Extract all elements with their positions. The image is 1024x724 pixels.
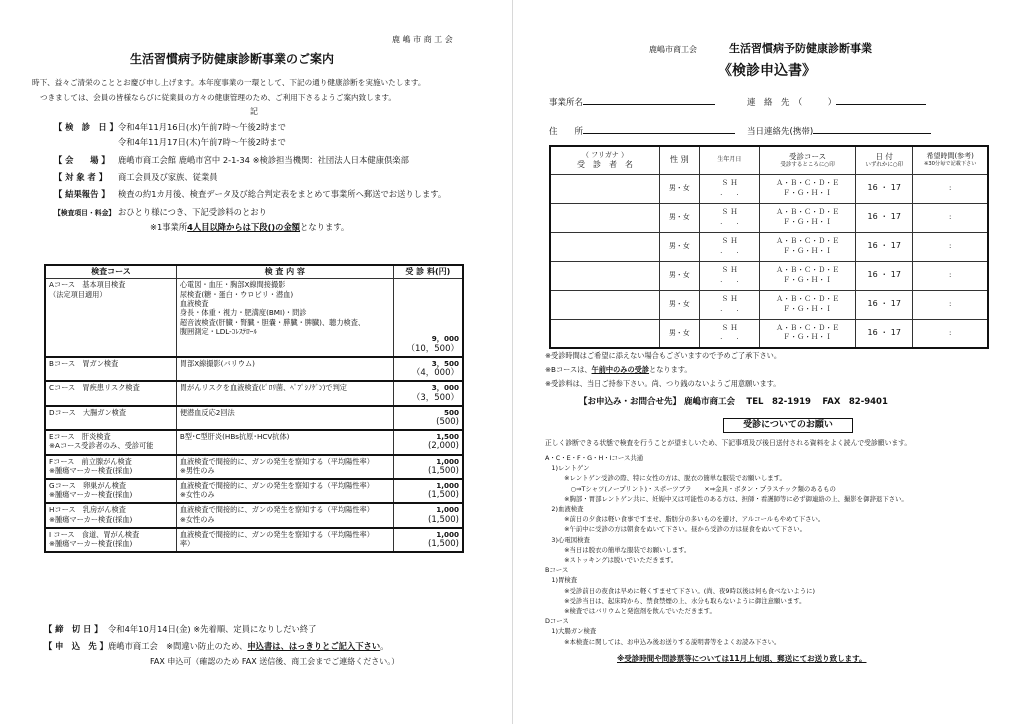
course-fee-cell [393,503,463,527]
time-cell[interactable]: : [913,261,988,290]
birth-dots: . . [720,275,739,284]
notice-item: ○⇒Tシャツ(ノープリント)・スポーツブラ ×⇒金具・ボタン・プラスチック類のあるもの [545,484,836,493]
course-fee: 1,000 [436,505,459,515]
course-fee: 1,500 [436,432,459,442]
time-cell[interactable]: : [913,203,988,232]
header-furigana: （ フリガナ ） [581,150,629,159]
venue-label: 【 会 場 】 [54,155,110,165]
course-content: 血液検査で間接的に、ガンの発生を察知する（平均陽性率） ※女性のみ [176,503,393,527]
notice-item: 2)血液検査 [545,505,584,513]
form-subtitle: 《検診申込書》 [718,63,816,79]
notice-item: 1)大腸ガン検査 [545,627,597,636]
intro-line-1: 時下、益々ご清栄のこととお慶び申し上げます。本年度事業の一環として、下記の通り健康診断を実施いたします。 [32,78,426,87]
venue-row [54,155,409,166]
intro-line-2: つきましては、会員の皆様ならびに従業員の方々の健康管理のため、ご利用下さるようご案内致します。 [40,93,396,102]
applicant-name-cell[interactable] [550,290,660,319]
time-cell[interactable]: : [913,174,988,203]
office-field [549,96,715,109]
applicant-row [550,319,988,348]
header-date-col [856,146,913,174]
birth-dots: . . [720,333,739,342]
day-contact-field [747,125,931,138]
applicant-name-cell[interactable] [550,232,660,261]
notice-item: ※レントゲン受診の際、特に女性の方は、脱衣の簡単な服装でお願いします。 [545,474,786,483]
note-bcourse [545,365,692,374]
target-row [54,172,218,183]
fee-label: 【検査項目・料金】 [54,209,116,217]
apply-label: 【 申 込 先 】 [44,641,108,651]
course-choice-1: Ａ・Ｂ・Ｃ・Ｄ・Ｅ [776,179,840,188]
exam-date-row [54,122,286,133]
address-label: 住 所 [549,127,584,137]
fee-note-emphasis: 4人目以降からは下段()の金額 [187,222,301,232]
date-choice[interactable]: 16 ・ 17 [856,232,913,261]
course-choice-2: Ｆ・Ｇ・Ｈ・Ｉ [783,217,833,226]
header-course-name: 受診コース [789,151,827,161]
header-time-sub: ※30分毎で記載下さい [923,161,977,168]
date-choice[interactable]: 16 ・ 17 [856,319,913,348]
header-content: 検 査 内 容 [176,265,393,279]
course-fee: 1,000 [436,456,459,466]
header-birth: 生年月日 [699,146,759,174]
course-fee-cell [393,357,463,381]
notice-item: 3)心電図検査 [545,535,590,544]
course-content: 胃がんリスクを血液検査(ﾋﾟﾛﾘ菌、ﾍﾟﾌﾟｼﾉｹﾞﾝ)で判定 [176,381,393,405]
application-table-header [550,146,988,174]
office-input-line[interactable] [583,96,715,105]
course-content: 血液検査で間接的に、ガンの発生を察知する（平均陽性率） 率） [176,528,393,552]
course-choice-2: Ｆ・Ｇ・Ｈ・Ｉ [783,246,833,255]
course-row [45,430,463,454]
course-row [45,455,463,479]
notice-item: A・C・E・F・G・H・Iコース共通 [545,454,644,462]
sex-choice[interactable]: 男・女 [660,203,700,232]
course-content: B型･C型肝炎(HBs抗原･HCV抗体) [176,430,393,454]
date-choice[interactable]: 16 ・ 17 [856,174,913,203]
note-time: ※受診時間はご希望に添えない場合もございますので予めご了承下さい。 [545,351,782,360]
date-choice[interactable]: 16 ・ 17 [856,261,913,290]
course-row [45,279,463,357]
course-choice-2: Ｆ・Ｇ・Ｈ・Ｉ [783,333,833,342]
header-date-sub: いずれかに○印 [865,161,904,168]
course-choice[interactable] [760,261,856,290]
contact-field [747,96,926,109]
course-row [45,479,463,503]
header-sex: 性 別 [660,146,700,174]
applicant-row [550,174,988,203]
birth-dots: . . [720,304,739,313]
notice-item: Dコース [545,617,569,626]
notice-intro: 正しく診断できる状態で検査を行うことが望ましいため、下記事項及び後日送付される資料をよく読んで受診願います。 [545,439,912,447]
birth-dots: . . [720,246,739,255]
birth-dots: . . [720,217,739,226]
sex-choice[interactable]: 男・女 [660,319,700,348]
notice-item: ※午前中に受診の方は朝食をぬいて下さい。昼から受診の方は昼食をぬいて下さい。 [545,525,806,534]
form-org: 鹿嶋市商工会 [649,45,697,54]
fee-note [54,222,349,233]
sex-choice[interactable]: 男・女 [660,261,700,290]
course-fee: 500 [443,407,459,417]
course-content: 血液検査で間接的に、ガンの発生を察知する（平均陽性率） ※男性のみ [176,455,393,479]
day-contact-input-line[interactable] [813,125,931,134]
sex-choice[interactable]: 男・女 [660,232,700,261]
applicant-name-cell[interactable] [550,261,660,290]
notice-item: ※受診前日の夜食は早めに軽くすませて下さい。(尚、夜9時以後は何も食べないように) [545,586,816,595]
course-fee-cell [393,381,463,405]
course-fee-discount: (1,500) [428,490,459,501]
course-row [45,406,463,430]
applicant-name-cell[interactable] [550,174,660,203]
org-name: 鹿 嶋 市 商 工 会 [392,35,453,44]
course-fee-cell [393,455,463,479]
form-title: 生活習慣病予防健康診断事業 [729,42,872,55]
note-bcourse-prefix: ※Bコースは、 [545,365,592,374]
course-choice[interactable] [760,232,856,261]
course-choice-1: Ａ・Ｂ・Ｃ・Ｄ・Ｅ [776,237,840,246]
course-content: 便潜血反応2回法 [176,406,393,430]
course-content: 胃部X線撮影(バリウム) [176,357,393,381]
course-name: Bコース 胃ガン検査 [45,357,176,381]
course-row [45,381,463,405]
note-bcourse-emphasis: 午前中のみの受診 [591,365,650,374]
header-name: 受 診 者 名 [577,159,633,169]
notice-item: ※当日は脱衣の簡単な服装でお願いします。 [545,545,691,554]
contact-line: 【お申込み・お問合せ先】 鹿嶋市商工会 TEL 82-1919 FAX 82-9401 [579,397,888,407]
notice-item: ※胸部・胃部レントゲン共に、妊娠中又は可能性のある方は、担師・看護師等に必ず御連絡の上、撮影を御辞退下さい。 [545,494,908,503]
course-table-body [45,279,463,552]
header-time-col [913,146,988,174]
course-fee-discount: (1,500) [428,514,459,525]
birth-era: Ｓ Ｈ [721,324,738,333]
sex-choice[interactable]: 男・女 [660,290,700,319]
final-note: ※受診時間や問診票等については11月上旬頃、郵送にてお送り致します。 [617,654,867,663]
course-fee: 9，000 [431,334,459,344]
header-name-col [550,146,660,174]
course-table [44,264,464,553]
applicant-row [550,261,988,290]
application-table-body [550,174,988,348]
course-fee-discount: (2,000) [428,441,459,452]
apply-text: 鹿嶋市商工会 ※間違い防止のため、 [108,641,248,651]
birth-cell[interactable] [699,290,759,319]
applicant-name-cell[interactable] [550,203,660,232]
applicant-row [550,203,988,232]
birth-era: Ｓ Ｈ [721,179,738,188]
applicant-row [550,290,988,319]
result-label: 【 結果報告 】 [54,189,110,199]
header-course-sub: 受診するところに○印 [780,161,835,168]
course-name: Fコース 前立腺がん検査 ※腫瘍マーカー検査(採血) [45,455,176,479]
course-content: 心電図・血圧・胸部X線間接撮影 尿検査(糖・蛋白・ウロビリ・潜血) 血液検査 身長・体重・視力・肥満度(BMI)・問診 超音波検査(肝臓・腎臓・胆嚢・膵臓・脾臓)、聴力検査、 腹囲測定・LDL-ｺﾚｽﾃﾛｰﾙ [176,279,393,357]
apply-row [44,641,388,652]
course-fee: 3，500 [431,358,459,368]
course-name: Cコース 胃疾患リスク検査 [45,381,176,405]
course-choice-1: Ａ・Ｂ・Ｃ・Ｄ・Ｅ [776,324,840,333]
course-choice-1: Ａ・Ｂ・Ｃ・Ｄ・Ｅ [776,208,840,217]
course-fee-discount: (500) [436,417,459,428]
course-choice[interactable] [760,319,856,348]
course-fee-cell [393,528,463,552]
venue-text: 鹿嶋市商工会館 鹿嶋市宮中 2-1-34 ※検診担当機関：社団法人日本健康倶楽部 [118,155,409,165]
deadline-label: 【 締 切 日 】 [44,624,103,634]
deadline-text: 令和4年10月14日(金) ※先着順、定員になりしだい終了 [108,624,317,634]
birth-era: Ｓ Ｈ [721,266,738,275]
course-choice[interactable] [760,174,856,203]
course-name: Dコース 大腸ガン検査 [45,406,176,430]
exam-date-1: 令和4年11月16日(水)午前7時～午後2時まで [118,122,286,132]
course-fee-cell [393,279,463,357]
course-fee: 3，000 [431,383,459,393]
date-choice[interactable]: 16 ・ 17 [856,290,913,319]
course-choice-1: Ａ・Ｂ・Ｃ・Ｄ・Ｅ [776,295,840,304]
address-field [549,125,735,138]
note-fee: ※受診料は、当日ご持参下さい。尚、つり銭のないようご用意願います。 [545,379,781,388]
course-choice[interactable] [760,203,856,232]
course-choice-2: Ｆ・Ｇ・Ｈ・Ｉ [783,275,833,284]
course-choice-1: Ａ・Ｂ・Ｃ・Ｄ・Ｅ [776,266,840,275]
birth-cell[interactable] [699,174,759,203]
fee-text: おひとり様につき、下記受診料のとおり [118,207,267,217]
notice-item: Bコース [545,566,569,575]
course-content: 血液検査で間接的に、ガンの発生を察知する（平均陽性率） ※女性のみ [176,479,393,503]
application-page [512,0,1024,724]
course-fee-cell [393,430,463,454]
course-fee: 1,000 [436,480,459,490]
course-fee: 1,000 [436,529,459,539]
applicant-name-cell[interactable] [550,319,660,348]
birth-dots: . . [720,188,739,197]
fax-note: FAX 申込可（確認のため FAX 送信後、商工会までご連絡ください。） [150,657,400,666]
header-course-col [760,146,856,174]
time-cell[interactable]: : [913,290,988,319]
result-row [54,189,446,200]
birth-cell[interactable] [699,319,759,348]
target-label: 【 対 象 者 】 [54,172,108,182]
course-fee-discount: （10，500） [406,343,459,354]
header-fee: 受 診 料(円) [393,265,463,279]
address-input-line[interactable] [583,125,735,134]
notice-item: 1)レントゲン [545,464,590,473]
course-fee-cell [393,406,463,430]
course-row [45,503,463,527]
ki-mark: 記 [250,107,258,116]
time-cell[interactable]: : [913,232,988,261]
course-name: Hコース 乳房がん検査 ※腫瘍マーカー検査(採血) [45,503,176,527]
course-name: Aコース 基本項目検査 （法定項目適用） [45,279,176,357]
deadline-row [44,624,316,635]
course-fee-cell [393,479,463,503]
birth-cell[interactable] [699,261,759,290]
application-table [549,145,989,349]
exam-date-label: 【 検 診 日 】 [54,122,118,132]
birth-era: Ｓ Ｈ [721,208,738,217]
course-fee-discount: （3，500） [411,392,459,403]
fee-row [54,207,267,218]
course-name: Gコース 卵巣がん検査 ※腫瘍マーカー検査(採血) [45,479,176,503]
fee-note-suffix: となります。 [300,222,350,232]
apply-suffix: 。 [380,641,389,651]
header-date: 日 付 [875,151,893,161]
apply-emphasis: 申込書は、はっきりとご記入下さい [247,641,381,651]
course-row [45,357,463,381]
course-fee-discount: (1,500) [428,465,459,476]
target-text: 商工会員及び家族、従業員 [118,172,218,182]
page-title: 生活習慣病予防健康診断事業のご案内 [130,52,335,66]
notice-item: ※検査ではバリウムと発泡剤を飲んでいただきます。 [545,607,716,615]
birth-era: Ｓ Ｈ [721,295,738,304]
birth-cell[interactable] [699,203,759,232]
course-choice-2: Ｆ・Ｇ・Ｈ・Ｉ [783,304,833,313]
course-fee-discount: （4，000） [411,368,459,379]
contact-input-line[interactable] [836,96,926,105]
birth-cell[interactable] [699,232,759,261]
course-name: Eコース 肝炎検査 ※Aコース受診者のみ、受診可能 [45,430,176,454]
notice-item: ※本検査に関しては、お申込み後お送りする説明書等をよくお読み下さい。 [545,637,781,646]
office-label: 事業所名 [549,98,584,108]
course-choice-2: Ｆ・Ｇ・Ｈ・Ｉ [783,188,833,197]
notice-item: 1)胃検査 [545,576,578,585]
notice-item: ※受診当日は、起床時から、禁食禁煙の上、水分も取らないように御注意願います。 [545,596,806,605]
notice-item: ※前日の夕食は軽い食事ですませ、脂肪分の多いものを避け、アルコールもやめて下さい。 [545,515,825,524]
date-choice[interactable]: 16 ・ 17 [856,203,913,232]
course-fee-discount: (1,500) [428,539,459,550]
applicant-row [550,232,988,261]
notice-title: 受診についてのお願い [723,418,853,433]
contact-label: 連 絡 先 （ ） [747,98,837,108]
birth-era: Ｓ Ｈ [721,237,738,246]
fee-note-prefix: ※1事業所 [150,222,188,232]
note-bcourse-suffix: となります。 [649,365,692,374]
sex-choice[interactable]: 男・女 [660,174,700,203]
header-course: 検査コース [45,265,176,279]
result-text: 検査の約1カ月後、検査データ及び総合判定表をまとめて事業所へ郵送でお送りします。 [118,189,447,199]
exam-date-2: 令和4年11月17日(木)午前7時～午後2時まで [118,137,286,147]
day-contact-label: 当日連絡先(携帯) [747,127,814,137]
course-row [45,528,463,552]
course-choice[interactable] [760,290,856,319]
course-name: I コース 食道、胃がん検査 ※腫瘍マーカー検査(採血) [45,528,176,552]
course-table-header [45,265,463,279]
notice-item: ※ストッキングは脱いでいただきます。 [545,556,678,564]
time-cell[interactable]: : [913,319,988,348]
header-time: 希望時間(参考) [926,152,974,161]
